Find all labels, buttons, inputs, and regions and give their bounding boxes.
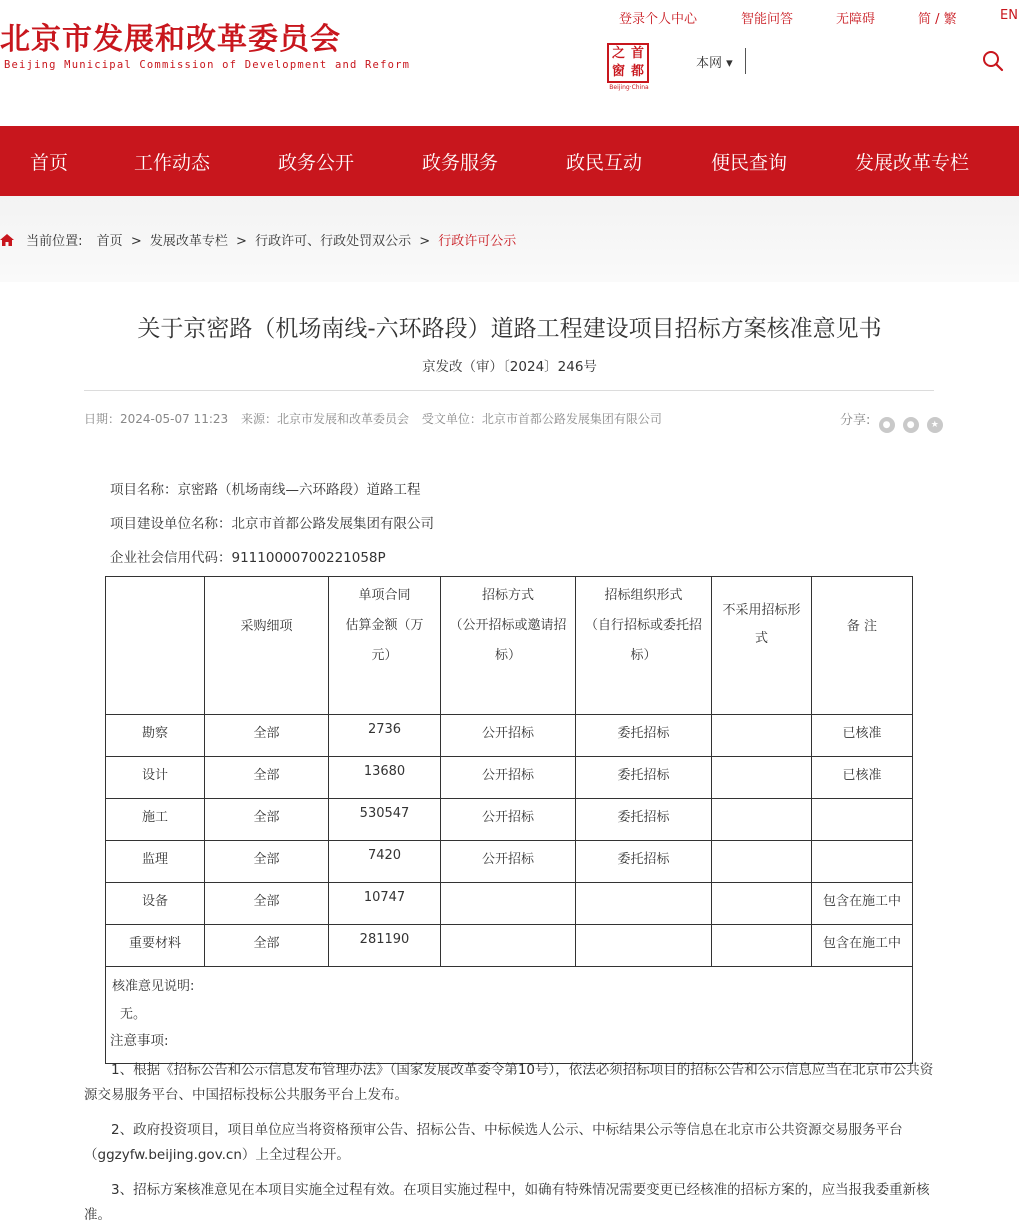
table-cell: 公开招标: [441, 715, 576, 757]
table-row: [106, 799, 913, 841]
table-cell: 委托招标: [576, 715, 712, 757]
table-header-row: [106, 577, 913, 715]
share-bar: [840, 409, 943, 433]
table-cell: [576, 925, 712, 967]
table-cell: 全部: [205, 883, 329, 925]
breadcrumb-separator: >: [419, 234, 431, 249]
table-cell: [712, 715, 812, 757]
home-icon: [0, 234, 14, 246]
table-header-cell: 采购细项: [205, 577, 329, 715]
table-cell: [712, 925, 812, 967]
note-item: 1、根据《招标公告和公示信息发布管理办法》（国家发展改革委令第10号），依法必须招标项目的招标公告和公示信息应当在北京市公共资源交易服务平台、中国招标投标公共服务平台上发布。: [84, 1062, 934, 1103]
breadcrumb-item-reform-column[interactable]: 发展改革专栏: [149, 234, 228, 249]
document-number: 京发改（审）〔2024〕246号: [422, 359, 597, 375]
table-cell: 已核准: [812, 715, 913, 757]
article-title: 关于京密路（机场南线-六环路段）道路工程建设项目招标方案核准意见书: [137, 316, 882, 342]
login-link[interactable]: 登录个人中心: [619, 12, 698, 27]
logo-char: 之: [611, 46, 625, 61]
table-header-cell: 招标方式 （公开招标或邀请招 标）: [441, 577, 576, 715]
breadcrumb-item-current[interactable]: 行政许可公示: [438, 234, 517, 249]
table-cell: 勘察: [106, 715, 205, 757]
builder-unit: 项目建设单位名称：北京市首都公路发展集团有限公司: [110, 516, 434, 532]
table-header-cell: 单项合同 估算金额（万 元）: [329, 577, 441, 715]
breadcrumb-label: 当前位置:: [26, 234, 83, 249]
table-row: [106, 883, 913, 925]
logo-char: 窗: [611, 64, 625, 79]
table-header-cell: 不采用招标形 式: [712, 577, 812, 715]
table-header-cell: [106, 577, 205, 715]
table-cell: 包含在施工中: [812, 883, 913, 925]
table-cell: [441, 925, 576, 967]
project-name: 项目名称：京密路（机场南线—六环路段）道路工程: [110, 482, 421, 498]
table-cell: [712, 883, 812, 925]
breadcrumb-separator: >: [130, 234, 142, 249]
credit-code: 企业社会信用代码：91110000700221058P: [110, 550, 386, 566]
table-cell: 281190: [329, 925, 441, 967]
search-input[interactable]: [745, 48, 984, 74]
logo-caption: Beijing·China: [609, 84, 649, 91]
table-cell: 13680: [329, 757, 441, 799]
table-cell: 委托招标: [576, 841, 712, 883]
bidding-plan-table: [105, 576, 913, 1064]
table-cell: 全部: [205, 925, 329, 967]
site-subtitle: Beijing Municipal Commission of Development and Reform: [4, 59, 411, 71]
table-cell: 公开招标: [441, 757, 576, 799]
share-label: 分享:: [840, 413, 871, 428]
breadcrumb-separator: >: [236, 234, 247, 249]
capital-window-logo[interactable]: [607, 43, 649, 83]
table-cell: 已核准: [812, 757, 913, 799]
logo-char: 都: [630, 64, 644, 79]
table-cell: [812, 799, 913, 841]
table-cell: 全部: [205, 841, 329, 883]
nav-item-convenience[interactable]: 便民查询: [711, 152, 788, 174]
breadcrumb-item-home[interactable]: 首页: [96, 234, 123, 249]
wechat-share-icon[interactable]: ●: [879, 417, 895, 433]
publish-date: 日期：2024-05-07 11:23: [84, 412, 229, 426]
notes-title: 注意事项:: [110, 1033, 169, 1049]
table-cell: 全部: [205, 799, 329, 841]
table-cell: 10747: [329, 883, 441, 925]
opinion-cell: [106, 967, 913, 1064]
table-header-cell: 招标组织形式 （自行招标或委托招 标）: [576, 577, 712, 715]
table-cell: 重要材料: [106, 925, 205, 967]
smart-qa-link[interactable]: 智能问答: [741, 12, 794, 27]
breadcrumb: [0, 230, 516, 249]
main-nav: [0, 126, 1019, 196]
table-row: [106, 715, 913, 757]
site-title[interactable]: 北京市发展和改革委员会: [0, 22, 341, 57]
table-cell: [712, 757, 812, 799]
table-cell: 委托招标: [576, 799, 712, 841]
table-cell: 设备: [106, 883, 205, 925]
table-cell: 监理: [106, 841, 205, 883]
table-cell: 委托招标: [576, 757, 712, 799]
nav-item-work-news[interactable]: 工作动态: [134, 152, 211, 174]
table-cell: 全部: [205, 715, 329, 757]
note-item: 2、政府投资项目，项目单位应当将资格预审公告、招标公告、中标候选人公示、中标结果公示等信息在北京市公共资源交易服务平台（ggzyfw.beijing.gov.cn）上全过程公开。: [84, 1122, 903, 1163]
breadcrumb-item-dual-publicity[interactable]: 行政许可、行政处罚双公示: [255, 234, 412, 249]
title-divider: [84, 390, 934, 391]
opinion-text: 无。: [120, 1007, 147, 1022]
qzone-share-icon[interactable]: ★: [927, 417, 943, 433]
table-cell: [712, 799, 812, 841]
table-row: [106, 841, 913, 883]
table-row: [106, 925, 913, 967]
search-icon[interactable]: [982, 50, 1004, 72]
table-cell: 530547: [329, 799, 441, 841]
search-scope-dropdown[interactable]: 本网 ▾: [696, 56, 733, 71]
nav-item-gov-open[interactable]: 政务公开: [278, 152, 355, 174]
table-cell: 设计: [106, 757, 205, 799]
table-cell: 7420: [329, 841, 441, 883]
opinion-label: 核准意见说明:: [112, 979, 195, 994]
weibo-share-icon[interactable]: ●: [903, 417, 919, 433]
table-cell: 全部: [205, 757, 329, 799]
table-cell: [812, 841, 913, 883]
opinion-row: [106, 967, 913, 1064]
table-cell: [441, 883, 576, 925]
table-cell: 公开招标: [441, 799, 576, 841]
table-row: [106, 757, 913, 799]
nav-item-reform-column[interactable]: 发展改革专栏: [855, 152, 970, 174]
table-header-cell: 备 注: [812, 577, 913, 715]
accessibility-link[interactable]: 无障碍: [836, 12, 876, 27]
nav-item-gov-service[interactable]: 政务服务: [422, 152, 499, 174]
language-toggle-link[interactable]: 简 / 繁: [918, 12, 957, 27]
table-cell: 包含在施工中: [812, 925, 913, 967]
article-meta: [84, 410, 671, 427]
nav-item-home[interactable]: 首页: [30, 152, 69, 174]
english-link[interactable]: EN: [1000, 8, 1018, 23]
table-cell: 施工: [106, 799, 205, 841]
table-cell: 公开招标: [441, 841, 576, 883]
table-cell: [712, 841, 812, 883]
table-cell: [576, 883, 712, 925]
recipient-unit: 受文单位：北京市首都公路发展集团有限公司: [421, 412, 662, 426]
top-links: [0, 8, 1019, 28]
table-cell: 2736: [329, 715, 441, 757]
logo-char: 首: [630, 46, 644, 61]
article-source: 来源：北京市发展和改革委员会: [240, 412, 409, 426]
nav-item-interaction[interactable]: 政民互动: [566, 152, 643, 174]
note-item: 3、招标方案核准意见在本项目实施全过程有效。在项目实施过程中，如确有特殊情况需要变更已经核准的招标方案的，应当报我委重新核准。: [84, 1182, 930, 1223]
